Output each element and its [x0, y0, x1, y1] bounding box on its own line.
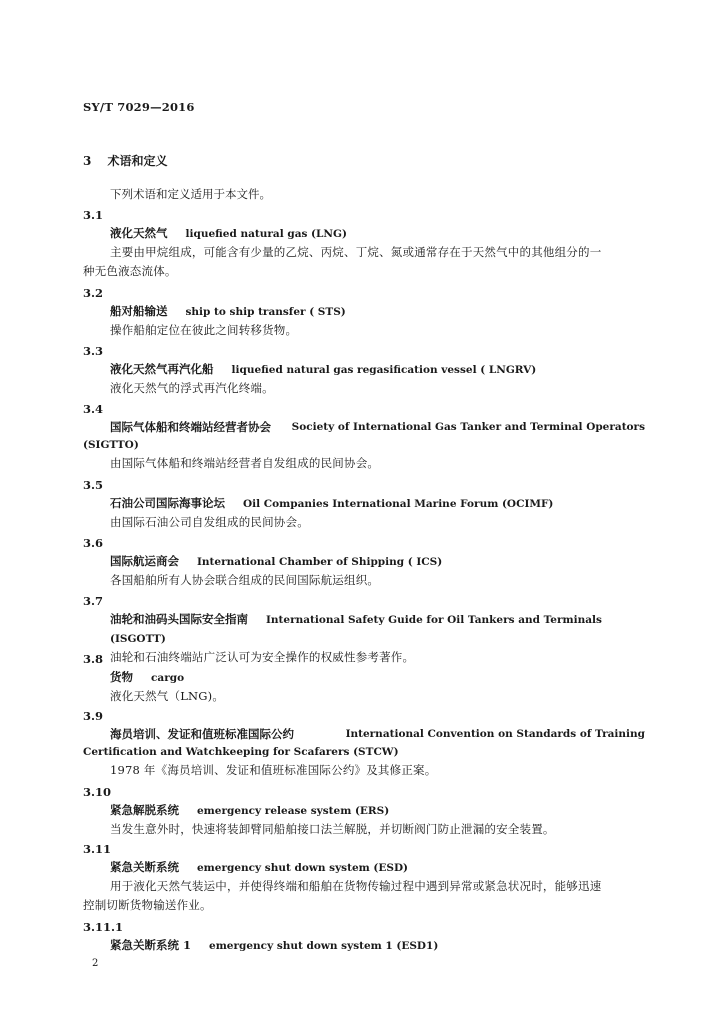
term-definition-line: 操作船舶定位在彼此之间转移货物。 [110, 323, 298, 337]
term-en: emergency release system (ERS) [197, 805, 390, 817]
term-definition-line: 由国际气体船和终端站经营者自发组成的民间协会。 [110, 456, 380, 470]
term-definition-line: 各国船舶所有人协会联合组成的民间国际航运组织。 [110, 573, 380, 587]
term-3-6 [83, 534, 645, 590]
term-number: 3.8 [83, 652, 104, 666]
term-definition-line: 控制切断货物输送作业。 [83, 898, 212, 912]
term-zh: 紧急解脱系统 [110, 803, 179, 817]
term-heading [83, 302, 645, 321]
term-definition-line: 液化天然气（LNG)。 [110, 689, 225, 703]
term-definition-line: 主要由甲烷组成，可能含有少量的乙烷、丙烷、丁烷、氮或通常存在于天然气中的其他组分的一 [110, 245, 602, 259]
term-zh: 国际气体船和终端站经营者协会 [110, 420, 271, 434]
section-number: 3 [83, 154, 92, 168]
term-number: 3.11.1 [83, 920, 124, 934]
term-number: 3.4 [83, 402, 104, 416]
term-heading [83, 360, 645, 379]
term-heading [83, 668, 645, 687]
term-zh: 液化天然气 [110, 226, 168, 240]
term-number: 3.7 [83, 594, 104, 608]
standard-code: SY/T 7029—2016 [83, 100, 195, 114]
term-en: cargo [151, 672, 185, 684]
term-definition-line: 用于液化天然气装运中，并使得终端和船舶在货物传输过程中遇到异常或紧急状况时，能够迅速 [110, 879, 602, 893]
term-3-4 [83, 400, 645, 473]
term-en: liquefied natural gas regasification vessel ( LNGRV) [231, 364, 537, 376]
term-zh: 货物 [110, 670, 133, 684]
term-zh: 海员培训、发证和值班标准国际公约 [110, 727, 294, 741]
term-number: 3.3 [83, 344, 104, 358]
term-number: 3.10 [83, 785, 112, 799]
term-zh: 船对船输送 [110, 304, 168, 318]
term-zh: 石油公司国际海事论坛 [110, 496, 225, 510]
term-heading [83, 494, 645, 513]
term-en: International Safety Guide for Oil Tankers and Terminals (ISGOTT) [110, 614, 602, 645]
term-number: 3.1 [83, 208, 104, 222]
term-3-3 [83, 342, 645, 398]
term-en: emergency shut down system 1 (ESD1) [209, 940, 439, 952]
term-3-2 [83, 284, 645, 340]
term-definition-line: 液化天然气的浮式再汽化终端。 [110, 381, 274, 395]
term-en: International Chamber of Shipping ( ICS) [197, 556, 443, 568]
term-3-5 [83, 476, 645, 532]
term-zh: 紧急关断系统 [110, 860, 179, 874]
term-3-9 [83, 707, 645, 780]
term-definition-line: 油轮和石油终端站广泛认可为安全操作的权威性参考著作。 [110, 650, 415, 664]
term-heading [83, 936, 645, 955]
term-definition-line: 由国际石油公司自发组成的民间协会。 [110, 515, 309, 529]
term-zh: 油轮和油码头国际安全指南 [110, 612, 248, 626]
term-zh: 液化天然气再汽化船 [110, 362, 214, 376]
term-heading [83, 224, 645, 243]
term-en: emergency shut down system (ESD) [197, 862, 409, 874]
term-3-11-1 [83, 918, 645, 955]
term-number: 3.9 [83, 709, 104, 723]
term-en: ship to ship transfer ( STS) [185, 306, 346, 318]
term-heading [83, 610, 645, 648]
term-heading [83, 552, 645, 571]
term-3-8 [83, 650, 645, 706]
term-3-10 [83, 783, 645, 839]
term-definition-line: 当发生意外时，快速将装卸臂同船舶接口法兰解脱，并切断阀门防止泄漏的安全装置。 [110, 822, 555, 836]
term-zh: 国际航运商会 [110, 554, 179, 568]
term-heading [83, 801, 645, 820]
term-zh: 紧急关断系统 1 [110, 938, 192, 952]
term-number: 3.5 [83, 478, 104, 492]
section-title: 术语和定义 [107, 154, 168, 168]
term-heading [83, 858, 645, 877]
term-en: Oil Companies International Marine Forum (OCIMF) [243, 498, 554, 510]
term-number: 3.2 [83, 286, 104, 300]
term-heading [83, 725, 645, 743]
term-en: International Convention on Standards of Training [345, 728, 645, 740]
term-3-11 [83, 840, 645, 915]
section-heading [83, 152, 168, 169]
term-number: 3.11 [83, 842, 112, 856]
term-number: 3.6 [83, 536, 104, 550]
term-definition-line: 种无色液态流体。 [83, 264, 177, 278]
section-intro: 下列术语和定义适用于本文件。 [110, 187, 271, 201]
term-en: liquefied natural gas (LNG) [185, 228, 347, 240]
term-definition-line: 1978 年《海员培训、发证和值班标准国际公约》及其修正案。 [110, 763, 437, 777]
term-en: Society of International Gas Tanker and Terminal Operators [291, 421, 645, 433]
term-3-1 [83, 206, 645, 281]
term-en-continuation: Certification and Watchkeeping for Scafarers (STCW) [83, 746, 399, 758]
term-en-continuation: (SIGTTO) [83, 439, 139, 451]
page-number: 2 [92, 958, 99, 969]
term-heading [83, 418, 645, 436]
